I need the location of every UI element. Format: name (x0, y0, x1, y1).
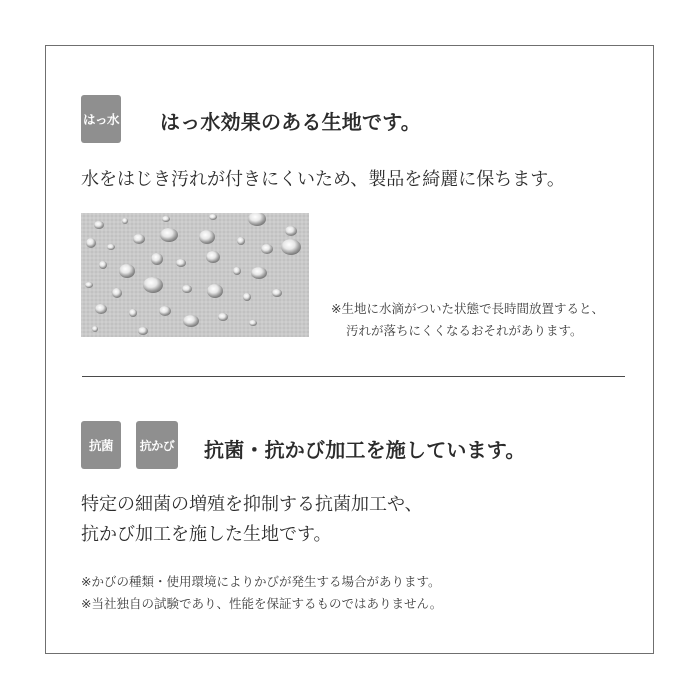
antibacterial-title: 抗菌・抗かび加工を施しています。 (204, 438, 526, 462)
water-droplets-photo (81, 213, 309, 337)
water-repellent-note-line-1: ※生地に水滴がついた状態で長時間放置すると、 (331, 301, 604, 316)
water-repellent-title: はっ水効果のある生地です。 (160, 110, 421, 134)
antibacterial-note-line-2: ※当社独自の試験であり、性能を保証するものではありません。 (81, 596, 443, 611)
antibacterial-description-line-2: 抗かび加工を施した生地です。 (81, 524, 332, 545)
antibacterial-note-line-1: ※かびの種類・使用環境によりかびが発生する場合があります。 (81, 574, 441, 589)
antifungal-badge: 抗かび (136, 421, 178, 469)
water-repellent-badge: はっ水 (81, 95, 121, 143)
water-repellent-note-line-2: 汚れが落ちにくくなるおそれがあります。 (346, 323, 583, 338)
antibacterial-description-line-1: 特定の細菌の増殖を抑制する抗菌加工や、 (81, 494, 423, 515)
section-divider (82, 376, 625, 377)
content-frame (45, 45, 654, 654)
water-repellent-description: 水をはじき汚れが付きにくいため、製品を綺麗に保ちます。 (81, 169, 565, 190)
antibacterial-badge: 抗菌 (81, 421, 121, 469)
